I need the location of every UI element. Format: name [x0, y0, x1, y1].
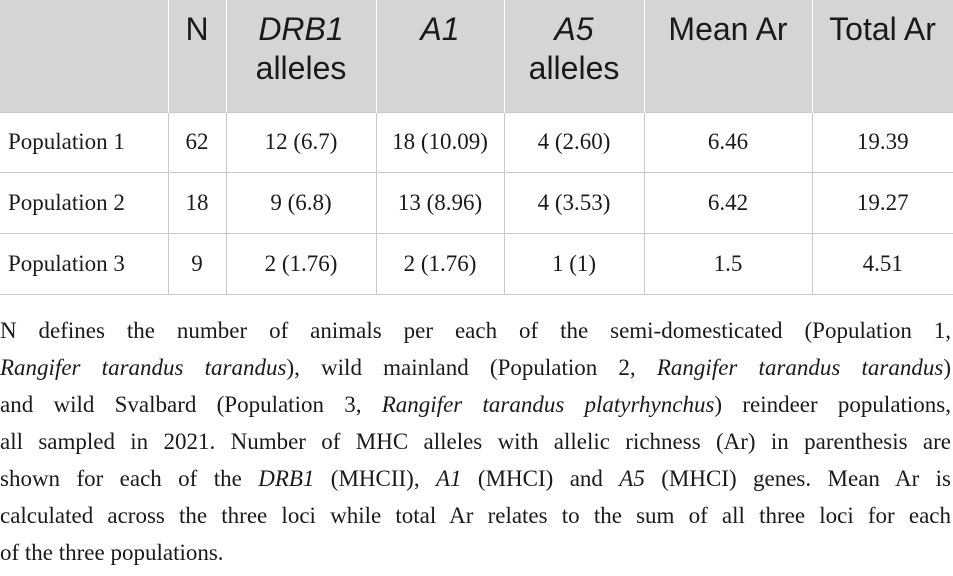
- cell-a5: 4 (3.53): [504, 172, 644, 233]
- cell-n: 18: [168, 172, 226, 233]
- footnote-text: and wild Svalbard (Population 3,: [0, 392, 382, 417]
- species-name: Rangifer tarandus tarandus: [656, 355, 944, 380]
- footnote-line: [0, 349, 951, 386]
- footnote-line: all sampled in 2021. Number of MHC alleles with allelic richness (Ar) in parenthesis are: [0, 429, 951, 454]
- cell-mean-ar: 6.42: [644, 172, 812, 233]
- header-a5-sub: alleles: [528, 50, 620, 86]
- footnote-line: N defines the number of animals per each of the semi-domesticated (Population 1,: [0, 318, 951, 343]
- cell-n: 62: [168, 112, 226, 172]
- footnote-line: calculated across the three loci while total Ar relates to the sum of all three loci for each: [0, 503, 951, 528]
- species-name: Rangifer tarandus platyrhynchus: [381, 392, 715, 417]
- cell-a1: 13 (8.96): [376, 172, 504, 233]
- cell-mean-ar: 1.5: [644, 233, 812, 294]
- row-label: Population 3: [0, 233, 168, 294]
- gene-name: DRB1: [258, 466, 315, 491]
- footnote-line: [0, 460, 951, 497]
- footnote-text: shown for each of the: [0, 466, 259, 491]
- cell-mean-ar: 6.46: [644, 112, 812, 172]
- table-row: [0, 172, 953, 233]
- footnote-text: ): [943, 355, 951, 380]
- gene-name: A1: [435, 466, 462, 491]
- table-row: [0, 233, 953, 294]
- footnote-line: [0, 386, 951, 423]
- cell-a5: 4 (2.60): [504, 112, 644, 172]
- header-drb1-gene: DRB1: [258, 11, 344, 47]
- header-a1: [376, 0, 504, 112]
- cell-total-ar: 4.51: [812, 233, 953, 294]
- footnote-line: of the three populations.: [0, 540, 224, 565]
- cell-n: 9: [168, 233, 226, 294]
- table-header-row: [0, 0, 953, 112]
- header-a1-gene: A1: [420, 11, 460, 47]
- row-label: Population 1: [0, 112, 168, 172]
- cell-drb1: 9 (6.8): [226, 172, 376, 233]
- header-a5-gene: A5: [554, 11, 594, 47]
- cell-a5: 1 (1): [504, 233, 644, 294]
- header-mean-ar: Mean Ar: [644, 0, 812, 112]
- cell-drb1: 2 (1.76): [226, 233, 376, 294]
- footnote-text: (MHCII),: [314, 466, 436, 491]
- cell-a1: 2 (1.76): [376, 233, 504, 294]
- species-name: Rangifer tarandus tarandus: [0, 355, 287, 380]
- footnote-text: (MHCI) and: [461, 466, 620, 491]
- row-label: Population 2: [0, 172, 168, 233]
- header-empty: [0, 0, 168, 112]
- table-row: [0, 112, 953, 172]
- header-n: N: [168, 0, 226, 112]
- gene-name: A5: [619, 466, 645, 491]
- header-a5-alleles: [504, 0, 644, 112]
- header-drb1-sub: alleles: [255, 50, 347, 86]
- table-footnote: [0, 312, 953, 571]
- header-total-ar: Total Ar: [812, 0, 953, 112]
- footnote-text: ), wild mainland (Population 2,: [286, 355, 657, 380]
- cell-a1: 18 (10.09): [376, 112, 504, 172]
- cell-total-ar: 19.39: [812, 112, 953, 172]
- footnote-text: (MHCI) genes. Mean Ar is: [644, 466, 951, 491]
- cell-drb1: 12 (6.7): [226, 112, 376, 172]
- footnote-text: ) reindeer populations,: [714, 392, 952, 417]
- cell-total-ar: 19.27: [812, 172, 953, 233]
- header-drb1-alleles: [226, 0, 376, 112]
